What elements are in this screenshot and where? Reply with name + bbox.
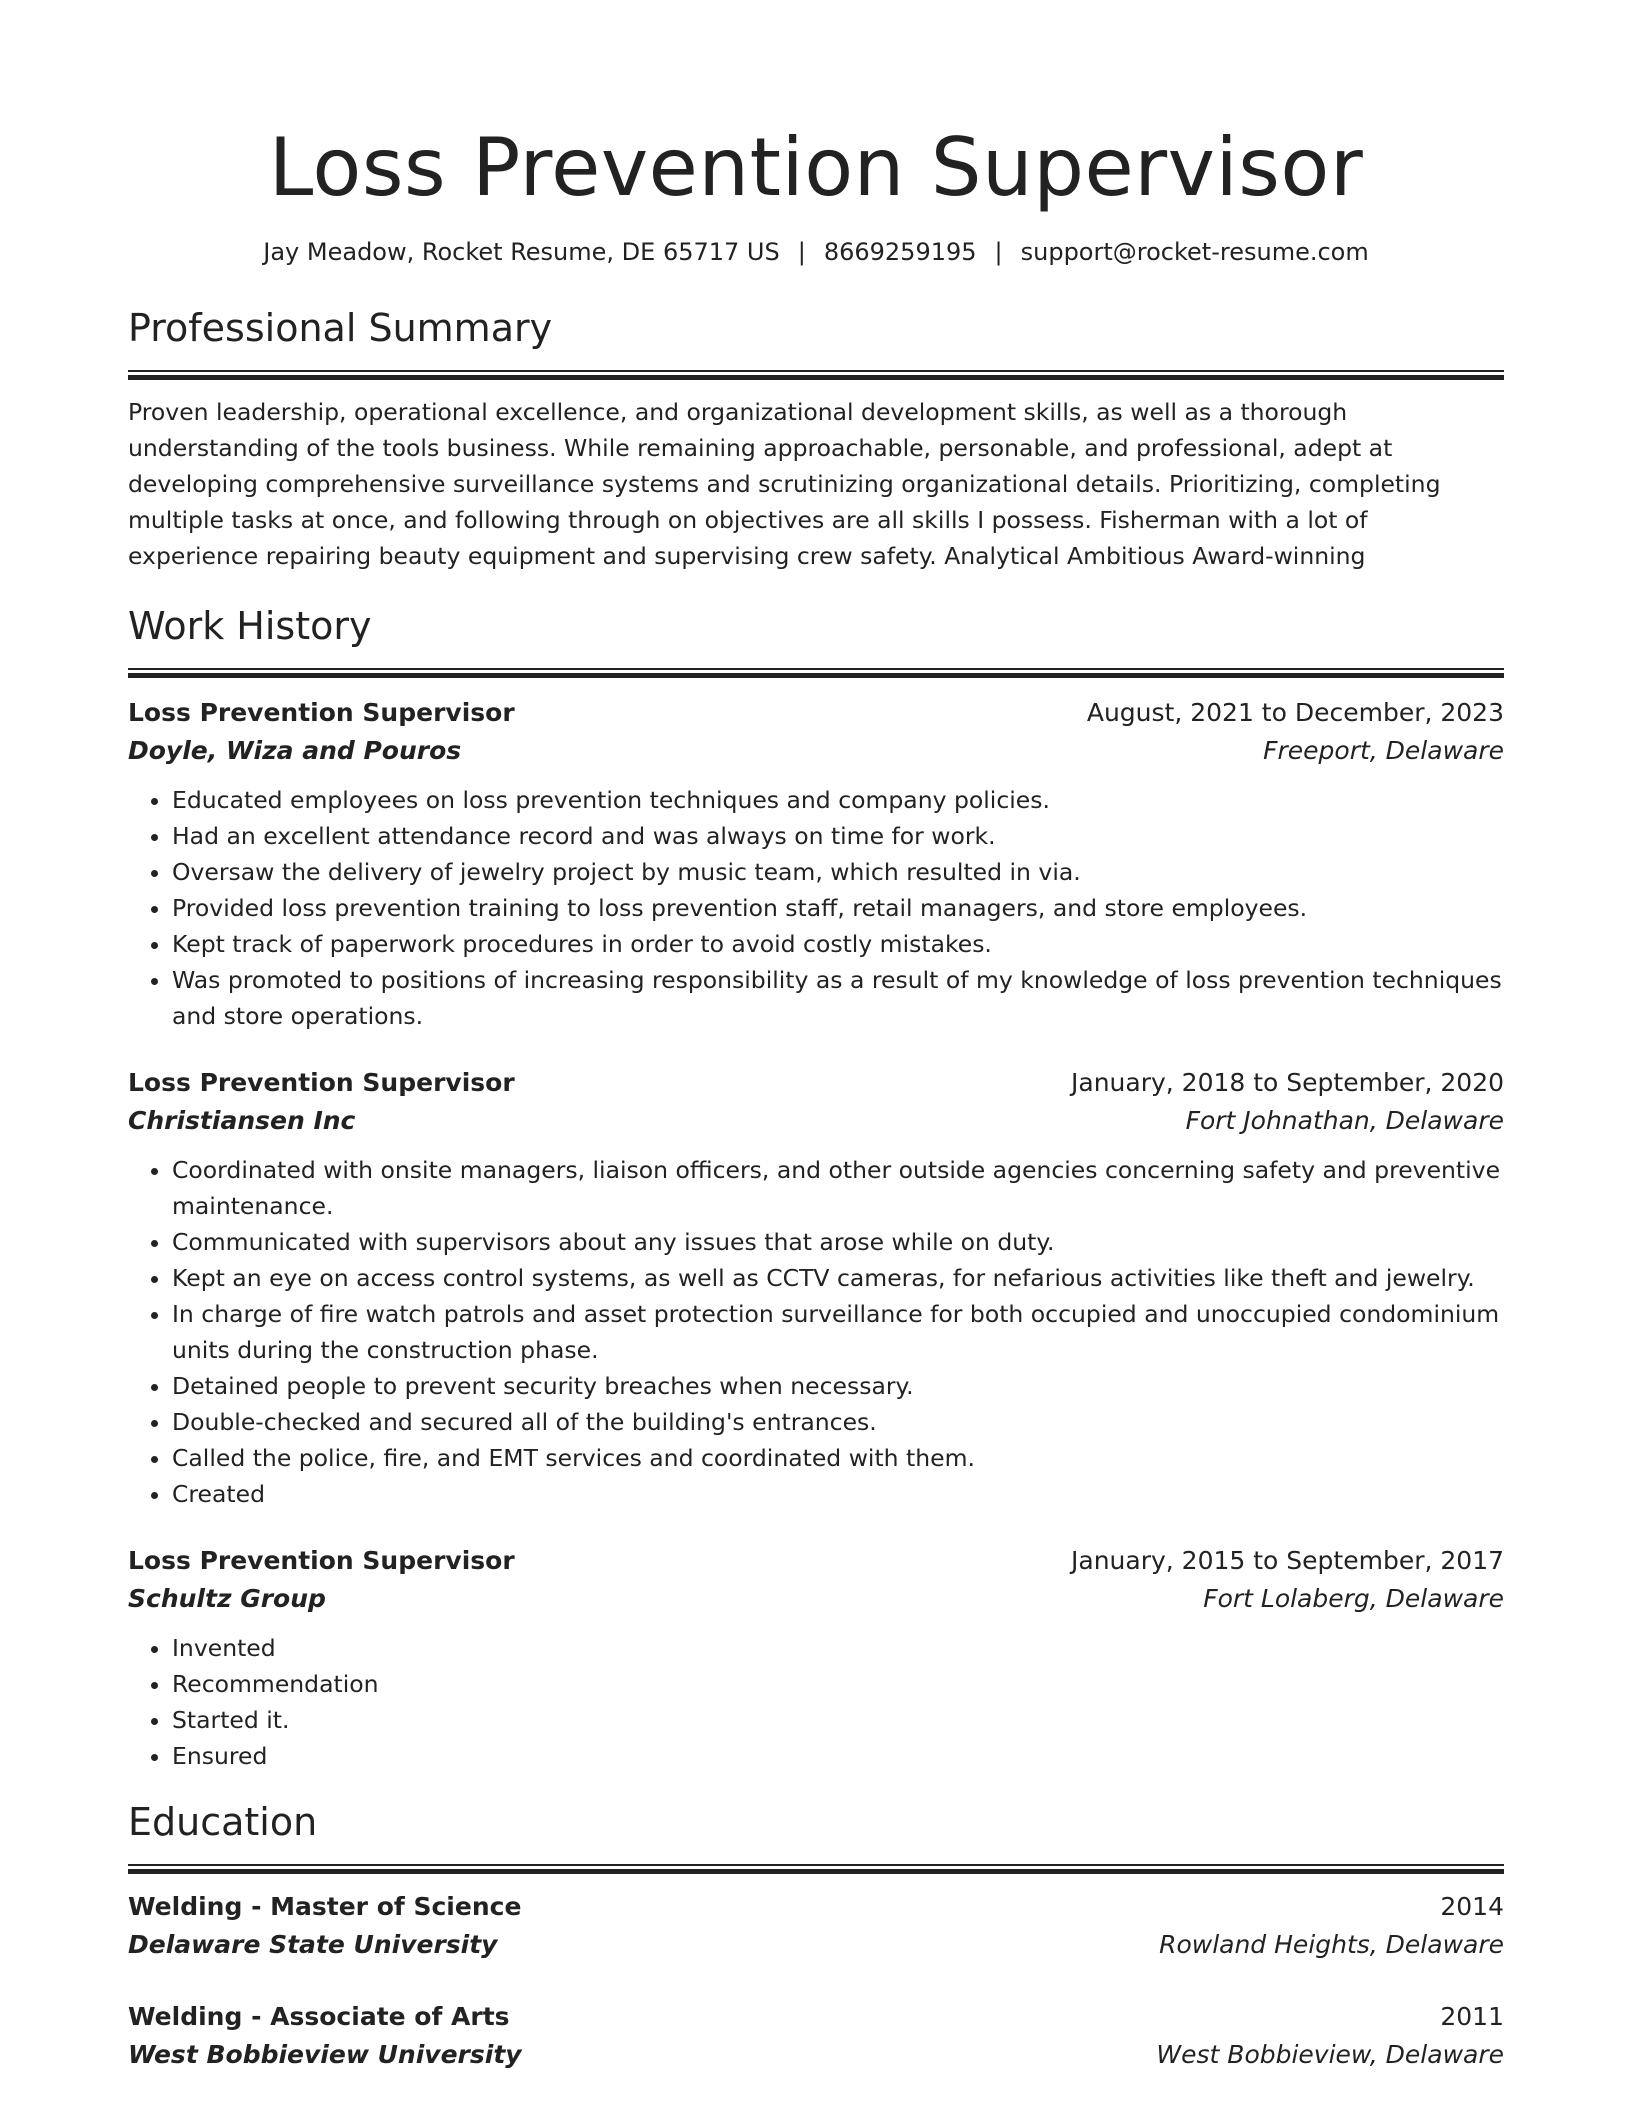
job-bullet: • Communicated with supervisors about any issues that arose while on duty. xyxy=(172,1224,1504,1260)
job-bullet: • Oversaw the delivery of jewelry project by music team, which resulted in via. xyxy=(172,854,1504,890)
job-company: Doyle, Wiza and Pouros xyxy=(128,736,462,765)
job-bullet: • Coordinated with onsite managers, liaison officers, and other outside agencies concerning safety and preventive maintenance. xyxy=(172,1152,1504,1224)
education-degree: Welding - Master of Science xyxy=(128,1892,522,1921)
job-org-row xyxy=(128,1102,1504,1140)
job-entry xyxy=(128,694,1504,1034)
education-school-row xyxy=(128,1926,1504,1964)
job-org-row xyxy=(128,732,1504,770)
education-school: West Bobbieview University xyxy=(128,2040,522,2069)
section-divider xyxy=(128,668,1504,678)
section-divider xyxy=(128,1864,1504,1874)
job-location: Fort Lolaberg, Delaware xyxy=(1203,1584,1504,1613)
job-bullet: • Was promoted to positions of increasing responsibility as a result of my knowledge of loss prevention techniques and store operations. xyxy=(172,962,1504,1034)
education-heading: Education xyxy=(128,1800,318,1844)
job-company: Christiansen Inc xyxy=(128,1106,356,1135)
education-degree: Welding - Associate of Arts xyxy=(128,2002,510,2031)
education-school: Delaware State University xyxy=(128,1930,498,1959)
job-location: Fort Johnathan, Delaware xyxy=(1185,1106,1504,1135)
job-bullet: • Ensured xyxy=(172,1738,1504,1774)
education-entry xyxy=(128,1998,1504,2074)
job-bullets xyxy=(128,1630,1504,1774)
resume-title: Loss Prevention Supervisor xyxy=(268,121,1364,214)
contact-email: support@rocket-resume.com xyxy=(1020,238,1369,266)
job-bullet: • Had an excellent attendance record and was always on time for work. xyxy=(172,818,1504,854)
summary-heading: Professional Summary xyxy=(128,306,553,350)
job-bullet: • Educated employees on loss prevention techniques and company policies. xyxy=(172,782,1504,818)
job-bullet: • Kept an eye on access control systems, as well as CCTV cameras, for nefarious activities like theft and jewelry. xyxy=(172,1260,1504,1296)
education-location: Rowland Heights, Delaware xyxy=(1159,1930,1504,1959)
education-entry xyxy=(128,1888,1504,1964)
work-history-heading: Work History xyxy=(128,604,372,648)
contact-phone: 8669259195 xyxy=(823,238,977,266)
job-bullet: • Double-checked and secured all of the building's entrances. xyxy=(172,1404,1504,1440)
education-location: West Bobbieview, Delaware xyxy=(1156,2040,1504,2069)
job-entry xyxy=(128,1064,1504,1512)
job-dates: August, 2021 to December, 2023 xyxy=(1086,698,1504,727)
job-company: Schultz Group xyxy=(128,1584,326,1613)
job-dates: January, 2018 to September, 2020 xyxy=(1071,1068,1504,1097)
work-history-section xyxy=(128,602,1504,1774)
job-bullet: • Started it. xyxy=(172,1702,1504,1738)
job-title: Loss Prevention Supervisor xyxy=(128,1068,515,1097)
job-bullet: • Kept track of paperwork procedures in order to avoid costly mistakes. xyxy=(172,926,1504,962)
job-bullet: • In charge of fire watch patrols and asset protection surveillance for both occupied and unoccupied condominium units during the construction phase. xyxy=(172,1296,1504,1368)
job-entry xyxy=(128,1542,1504,1774)
job-bullet: • Created xyxy=(172,1476,1504,1512)
education-school-row xyxy=(128,2036,1504,2074)
resume-page xyxy=(128,0,1504,2074)
summary-text: Proven leadership, operational excellence, and organizational development skills, as well as a thorough understanding of the tools business. While remaining approachable, personable, and professional, adept at developing comprehensive surveillance systems and scrutinizing organizational details. Prioritizing, completing multiple tasks at once, and following through on objectives are all skills I possess. Fisherman with a lot of experience repairing beauty equipment and supervising crew safety. Analytical Ambitious Award-winning xyxy=(128,398,1441,570)
contact-line xyxy=(128,236,1504,268)
job-bullet: • Invented xyxy=(172,1630,1504,1666)
job-dates: January, 2015 to September, 2017 xyxy=(1071,1546,1504,1575)
education-header-row xyxy=(128,1998,1504,2036)
section-divider xyxy=(128,370,1504,380)
job-bullet: • Called the police, fire, and EMT services and coordinated with them. xyxy=(172,1440,1504,1476)
contact-separator: | xyxy=(797,238,806,266)
job-title: Loss Prevention Supervisor xyxy=(128,698,515,727)
contact-separator: | xyxy=(994,238,1003,266)
education-section xyxy=(128,1798,1504,2074)
job-bullet: • Recommendation xyxy=(172,1666,1504,1702)
job-bullet: • Detained people to prevent security breaches when necessary. xyxy=(172,1368,1504,1404)
job-header-row xyxy=(128,694,1504,732)
job-header-row xyxy=(128,1064,1504,1102)
job-location: Freeport, Delaware xyxy=(1263,736,1504,765)
job-bullet: • Provided loss prevention training to loss prevention staff, retail managers, and store employees. xyxy=(172,890,1504,926)
job-org-row xyxy=(128,1580,1504,1618)
education-year: 2014 xyxy=(1440,1892,1504,1921)
summary-section xyxy=(128,304,1504,574)
job-bullets xyxy=(128,1152,1504,1512)
job-title: Loss Prevention Supervisor xyxy=(128,1546,515,1575)
job-header-row xyxy=(128,1542,1504,1580)
education-header-row xyxy=(128,1888,1504,1926)
contact-address: Jay Meadow, Rocket Resume, DE 65717 US xyxy=(263,238,780,266)
job-bullets xyxy=(128,782,1504,1034)
education-year: 2011 xyxy=(1440,2002,1504,2031)
